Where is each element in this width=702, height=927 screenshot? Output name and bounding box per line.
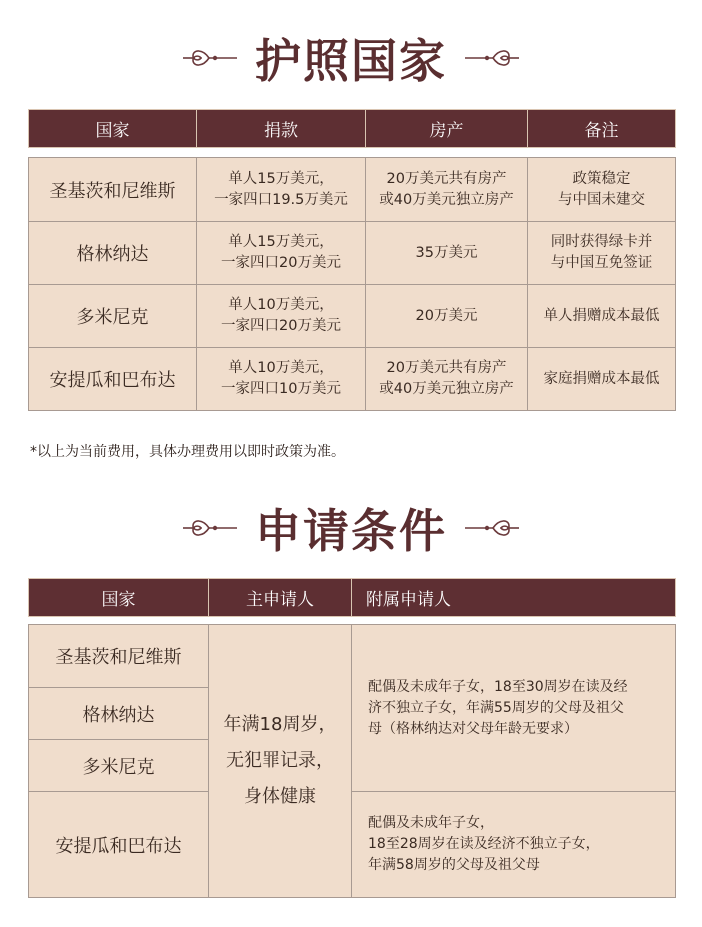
property-cell: 35万美元 [366,222,528,285]
passport-countries-table [28,109,676,411]
left-ornament-icon [181,517,239,539]
table-row [29,792,676,898]
note-cell: 家庭捐赠成本最低 [528,348,676,411]
table-row [29,348,676,411]
right-ornament-icon [463,47,521,69]
donation-cell: 单人10万美元， 一家四口10万美元 [197,348,366,411]
section2-title: 申请条件 [255,504,447,558]
table-header-row [29,110,676,148]
note-cell: 政策稳定 与中国未建交 [528,158,676,222]
donation-cell: 单人15万美元， 一家四口19.5万美元 [197,158,366,222]
main-applicant-cell: 年满18周岁， 无犯罪记录， 身体健康 [209,625,352,898]
property-cell: 20万美元共有房产 或40万美元独立房产 [366,348,528,411]
note-cell: 同时获得绿卡并 与中国互免签证 [528,222,676,285]
header-country: 国家 [29,579,209,617]
country-cell: 圣基茨和尼维斯 [29,625,209,688]
table-row [29,222,676,285]
property-cell: 20万美元 [366,285,528,348]
section1-title: 护照国家 [255,34,447,88]
country-cell: 安提瓜和巴布达 [29,348,197,411]
header-note: 备注 [528,110,676,148]
section1-title-row [0,28,702,88]
right-ornament-icon [463,517,521,539]
left-ornament-icon [181,47,239,69]
table-row [29,625,676,688]
country-cell: 安提瓜和巴布达 [29,792,209,898]
dependents-cell: 配偶及未成年子女，18至30周岁在读及经 济不独立子女，年满55周岁的父母及祖父 母（格林纳达对父母年龄无要求） [352,625,676,792]
country-cell: 多米尼克 [29,285,197,348]
header-dependents: 附属申请人 [352,579,676,617]
header-country: 国家 [29,110,197,148]
donation-cell: 单人10万美元， 一家四口20万美元 [197,285,366,348]
table-row [29,158,676,222]
header-donation: 捐款 [197,110,366,148]
country-cell: 格林纳达 [29,688,209,740]
country-cell: 格林纳达 [29,222,197,285]
property-cell: 20万美元共有房产 或40万美元独立房产 [366,158,528,222]
note-cell: 单人捐赠成本最低 [528,285,676,348]
donation-cell: 单人15万美元， 一家四口20万美元 [197,222,366,285]
price-footnote: *以上为当前费用，具体办理费用以即时政策为准。 [30,444,345,460]
country-cell: 多米尼克 [29,740,209,792]
country-cell: 圣基茨和尼维斯 [29,158,197,222]
table-row [29,285,676,348]
table-header-row [29,579,676,617]
section2-title-row [0,498,702,558]
header-main-applicant: 主申请人 [209,579,352,617]
header-property: 房产 [366,110,528,148]
dependents-cell: 配偶及未成年子女， 18至28周岁在读及经济不独立子女， 年满58周岁的父母及祖父母 [352,792,676,898]
application-conditions-table [28,578,676,898]
